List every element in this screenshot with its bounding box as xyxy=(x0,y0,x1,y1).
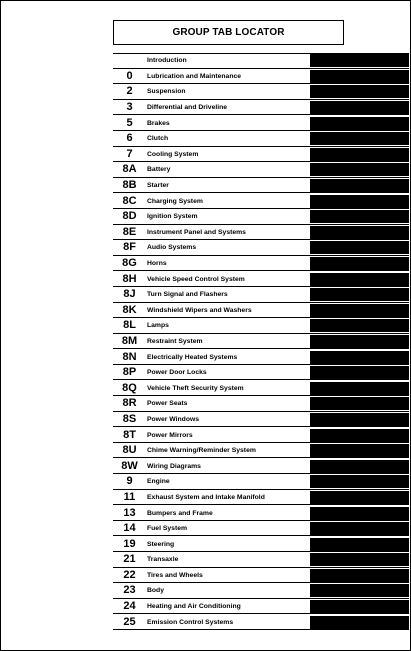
tab-row[interactable] xyxy=(113,178,409,194)
tab-label: Power Seats xyxy=(147,400,188,408)
black-index-tab[interactable] xyxy=(310,522,409,535)
tab-number: 7 xyxy=(126,147,133,160)
tab-number: 5 xyxy=(126,116,133,129)
tab-label: Clutch xyxy=(147,135,169,143)
tab-number: 8N xyxy=(122,350,137,363)
tab-number: 14 xyxy=(123,522,136,535)
tab-label: Audio Systems xyxy=(147,244,197,252)
group-tab-list xyxy=(113,53,409,630)
tab-row[interactable] xyxy=(113,256,409,272)
tab-number: 3 xyxy=(126,101,133,114)
tab-row[interactable] xyxy=(113,240,409,256)
tab-number: 8L xyxy=(123,319,136,332)
tab-number: 0 xyxy=(126,69,133,82)
tab-row[interactable] xyxy=(113,318,409,334)
black-index-tab[interactable] xyxy=(310,101,409,114)
tab-row[interactable] xyxy=(113,443,409,459)
black-index-tab[interactable] xyxy=(310,460,409,473)
tab-number: 8W xyxy=(121,459,138,472)
tab-number: 11 xyxy=(123,490,136,503)
tab-row[interactable] xyxy=(113,271,409,287)
black-index-tab[interactable] xyxy=(310,85,409,98)
black-index-tab[interactable] xyxy=(310,148,409,161)
row-divider xyxy=(113,629,409,630)
tab-row[interactable] xyxy=(113,115,409,131)
tab-row[interactable] xyxy=(113,84,409,100)
tab-number: 23 xyxy=(123,584,136,597)
tab-row[interactable] xyxy=(113,505,409,521)
tab-number: 8F xyxy=(123,241,136,254)
tab-label: Turn Signal and Flashers xyxy=(147,291,228,299)
black-index-tab[interactable] xyxy=(310,241,409,254)
tab-label: Fuel System xyxy=(147,525,188,533)
tab-label: Power Windows xyxy=(147,415,200,423)
tab-label: Introduction xyxy=(147,57,187,65)
black-index-tab[interactable] xyxy=(310,304,409,317)
tab-number: 21 xyxy=(123,553,136,566)
tab-row[interactable] xyxy=(113,147,409,163)
tab-number: 8T xyxy=(123,428,136,441)
tab-row[interactable] xyxy=(113,427,409,443)
tab-label: Restraint System xyxy=(147,337,203,345)
tab-row[interactable] xyxy=(113,69,409,85)
tab-label: Instrument Panel and Systems xyxy=(147,228,246,236)
tab-number: 8D xyxy=(122,210,137,223)
tab-label: Charging System xyxy=(147,197,203,205)
tab-row[interactable] xyxy=(113,225,409,241)
tab-row[interactable] xyxy=(113,349,409,365)
tab-label: Battery xyxy=(147,166,171,174)
black-index-tab[interactable] xyxy=(310,382,409,395)
tab-number: 9 xyxy=(126,475,133,488)
tab-number: 8Q xyxy=(122,381,137,394)
black-index-tab[interactable] xyxy=(310,475,409,488)
tab-label: Horns xyxy=(147,260,167,268)
tab-row[interactable] xyxy=(113,396,409,412)
tab-label: Vehicle Speed Control System xyxy=(147,275,245,283)
tab-label: Body xyxy=(147,587,164,595)
black-index-tab[interactable] xyxy=(310,54,409,67)
tab-number: 8K xyxy=(122,303,137,316)
tab-label: Engine xyxy=(147,478,170,486)
tab-label: Lubrication and Maintenance xyxy=(147,72,242,80)
tab-number: 8G xyxy=(122,257,137,270)
black-index-tab[interactable] xyxy=(310,195,409,208)
tab-number: 8R xyxy=(122,397,137,410)
tab-label: Power Mirrors xyxy=(147,431,193,439)
tab-row[interactable] xyxy=(113,552,409,568)
tab-number: 19 xyxy=(123,537,136,550)
tab-number: 8P xyxy=(122,366,137,379)
tab-row[interactable] xyxy=(113,521,409,537)
black-index-tab[interactable] xyxy=(310,413,409,426)
black-index-tab[interactable] xyxy=(310,429,409,442)
row-divider-top xyxy=(113,53,409,54)
black-index-tab[interactable] xyxy=(310,444,409,457)
black-index-tab[interactable] xyxy=(310,600,409,613)
tab-row[interactable] xyxy=(113,303,409,319)
tab-label: Steering xyxy=(147,540,175,548)
tab-number: 13 xyxy=(123,506,136,519)
tab-number: 8S xyxy=(122,412,137,425)
tab-number: 8M xyxy=(121,334,138,347)
tab-row[interactable] xyxy=(113,458,409,474)
tab-row[interactable] xyxy=(113,53,409,69)
tab-number: 8C xyxy=(122,194,137,207)
tab-row[interactable] xyxy=(113,568,409,584)
black-index-tab[interactable] xyxy=(310,397,409,410)
tab-row[interactable] xyxy=(113,536,409,552)
tab-label: Heating and Air Conditioning xyxy=(147,603,241,611)
tab-number: 8B xyxy=(122,179,137,192)
black-index-tab[interactable] xyxy=(310,179,409,192)
tab-row[interactable] xyxy=(113,583,409,599)
black-index-tab[interactable] xyxy=(310,132,409,145)
tab-label: Transaxle xyxy=(147,556,179,564)
tab-row[interactable] xyxy=(113,100,409,116)
black-index-tab[interactable] xyxy=(310,507,409,520)
black-index-tab[interactable] xyxy=(310,538,409,551)
black-index-tab[interactable] xyxy=(310,491,409,504)
black-index-tab[interactable] xyxy=(310,553,409,566)
tab-row[interactable] xyxy=(113,614,409,630)
black-index-tab[interactable] xyxy=(310,163,409,176)
tab-label: Electrically Heated Systems xyxy=(147,353,238,361)
tab-number: 8E xyxy=(122,225,137,238)
tab-number: 8A xyxy=(122,163,137,176)
black-index-tab[interactable] xyxy=(310,366,409,379)
tab-label: Starter xyxy=(147,182,169,190)
black-index-tab[interactable] xyxy=(310,569,409,582)
tab-label: Exhaust System and Intake Manifold xyxy=(147,493,265,501)
tab-row[interactable] xyxy=(113,131,409,147)
tab-row[interactable] xyxy=(113,365,409,381)
black-index-tab[interactable] xyxy=(310,70,409,83)
tab-row[interactable] xyxy=(113,209,409,225)
tab-label: Bumpers and Frame xyxy=(147,509,213,517)
tab-label: Cooling System xyxy=(147,150,199,158)
tab-row[interactable] xyxy=(113,599,409,615)
tab-label: Differential and Driveline xyxy=(147,104,228,112)
tab-label: Ignition System xyxy=(147,213,198,221)
tab-number: 24 xyxy=(123,600,136,613)
tab-row[interactable] xyxy=(113,287,409,303)
black-index-tab[interactable] xyxy=(310,351,409,364)
tab-row[interactable] xyxy=(113,162,409,178)
black-index-tab[interactable] xyxy=(310,335,409,348)
tab-label: Vehicle Theft Security System xyxy=(147,384,244,392)
black-index-tab[interactable] xyxy=(310,584,409,597)
tab-row[interactable] xyxy=(113,412,409,428)
tab-number: 22 xyxy=(123,568,136,581)
tab-row[interactable] xyxy=(113,193,409,209)
tab-label: Lamps xyxy=(147,322,169,330)
tab-row[interactable] xyxy=(113,380,409,396)
tab-row[interactable] xyxy=(113,474,409,490)
tab-number: 8H xyxy=(122,272,137,285)
tab-number: 8J xyxy=(123,288,136,301)
tab-label: Emission Control Systems xyxy=(147,618,234,626)
black-index-tab[interactable] xyxy=(310,273,409,286)
tab-number: 6 xyxy=(126,132,133,145)
tab-row[interactable] xyxy=(113,490,409,506)
tab-number: 2 xyxy=(126,85,133,98)
black-index-tab[interactable] xyxy=(310,210,409,223)
tab-label: Brakes xyxy=(147,119,170,127)
tab-label: Suspension xyxy=(147,88,186,96)
tab-label: Power Door Locks xyxy=(147,369,207,377)
tab-number: 8U xyxy=(122,444,137,457)
black-index-tab[interactable] xyxy=(310,226,409,239)
page-title: GROUP TAB LOCATOR xyxy=(113,20,344,45)
tab-row[interactable] xyxy=(113,334,409,350)
tab-label: Chime Warning/Reminder System xyxy=(147,447,256,455)
tab-label: Tires and Wheels xyxy=(147,571,203,579)
black-index-tab[interactable] xyxy=(310,257,409,270)
black-index-tab[interactable] xyxy=(310,117,409,130)
black-index-tab[interactable] xyxy=(310,616,409,629)
black-index-tab[interactable] xyxy=(310,288,409,301)
black-index-tab[interactable] xyxy=(310,319,409,332)
tab-label: Windshield Wipers and Washers xyxy=(147,306,252,314)
tab-label: Wiring Diagrams xyxy=(147,462,201,470)
tab-number: 25 xyxy=(123,615,136,628)
